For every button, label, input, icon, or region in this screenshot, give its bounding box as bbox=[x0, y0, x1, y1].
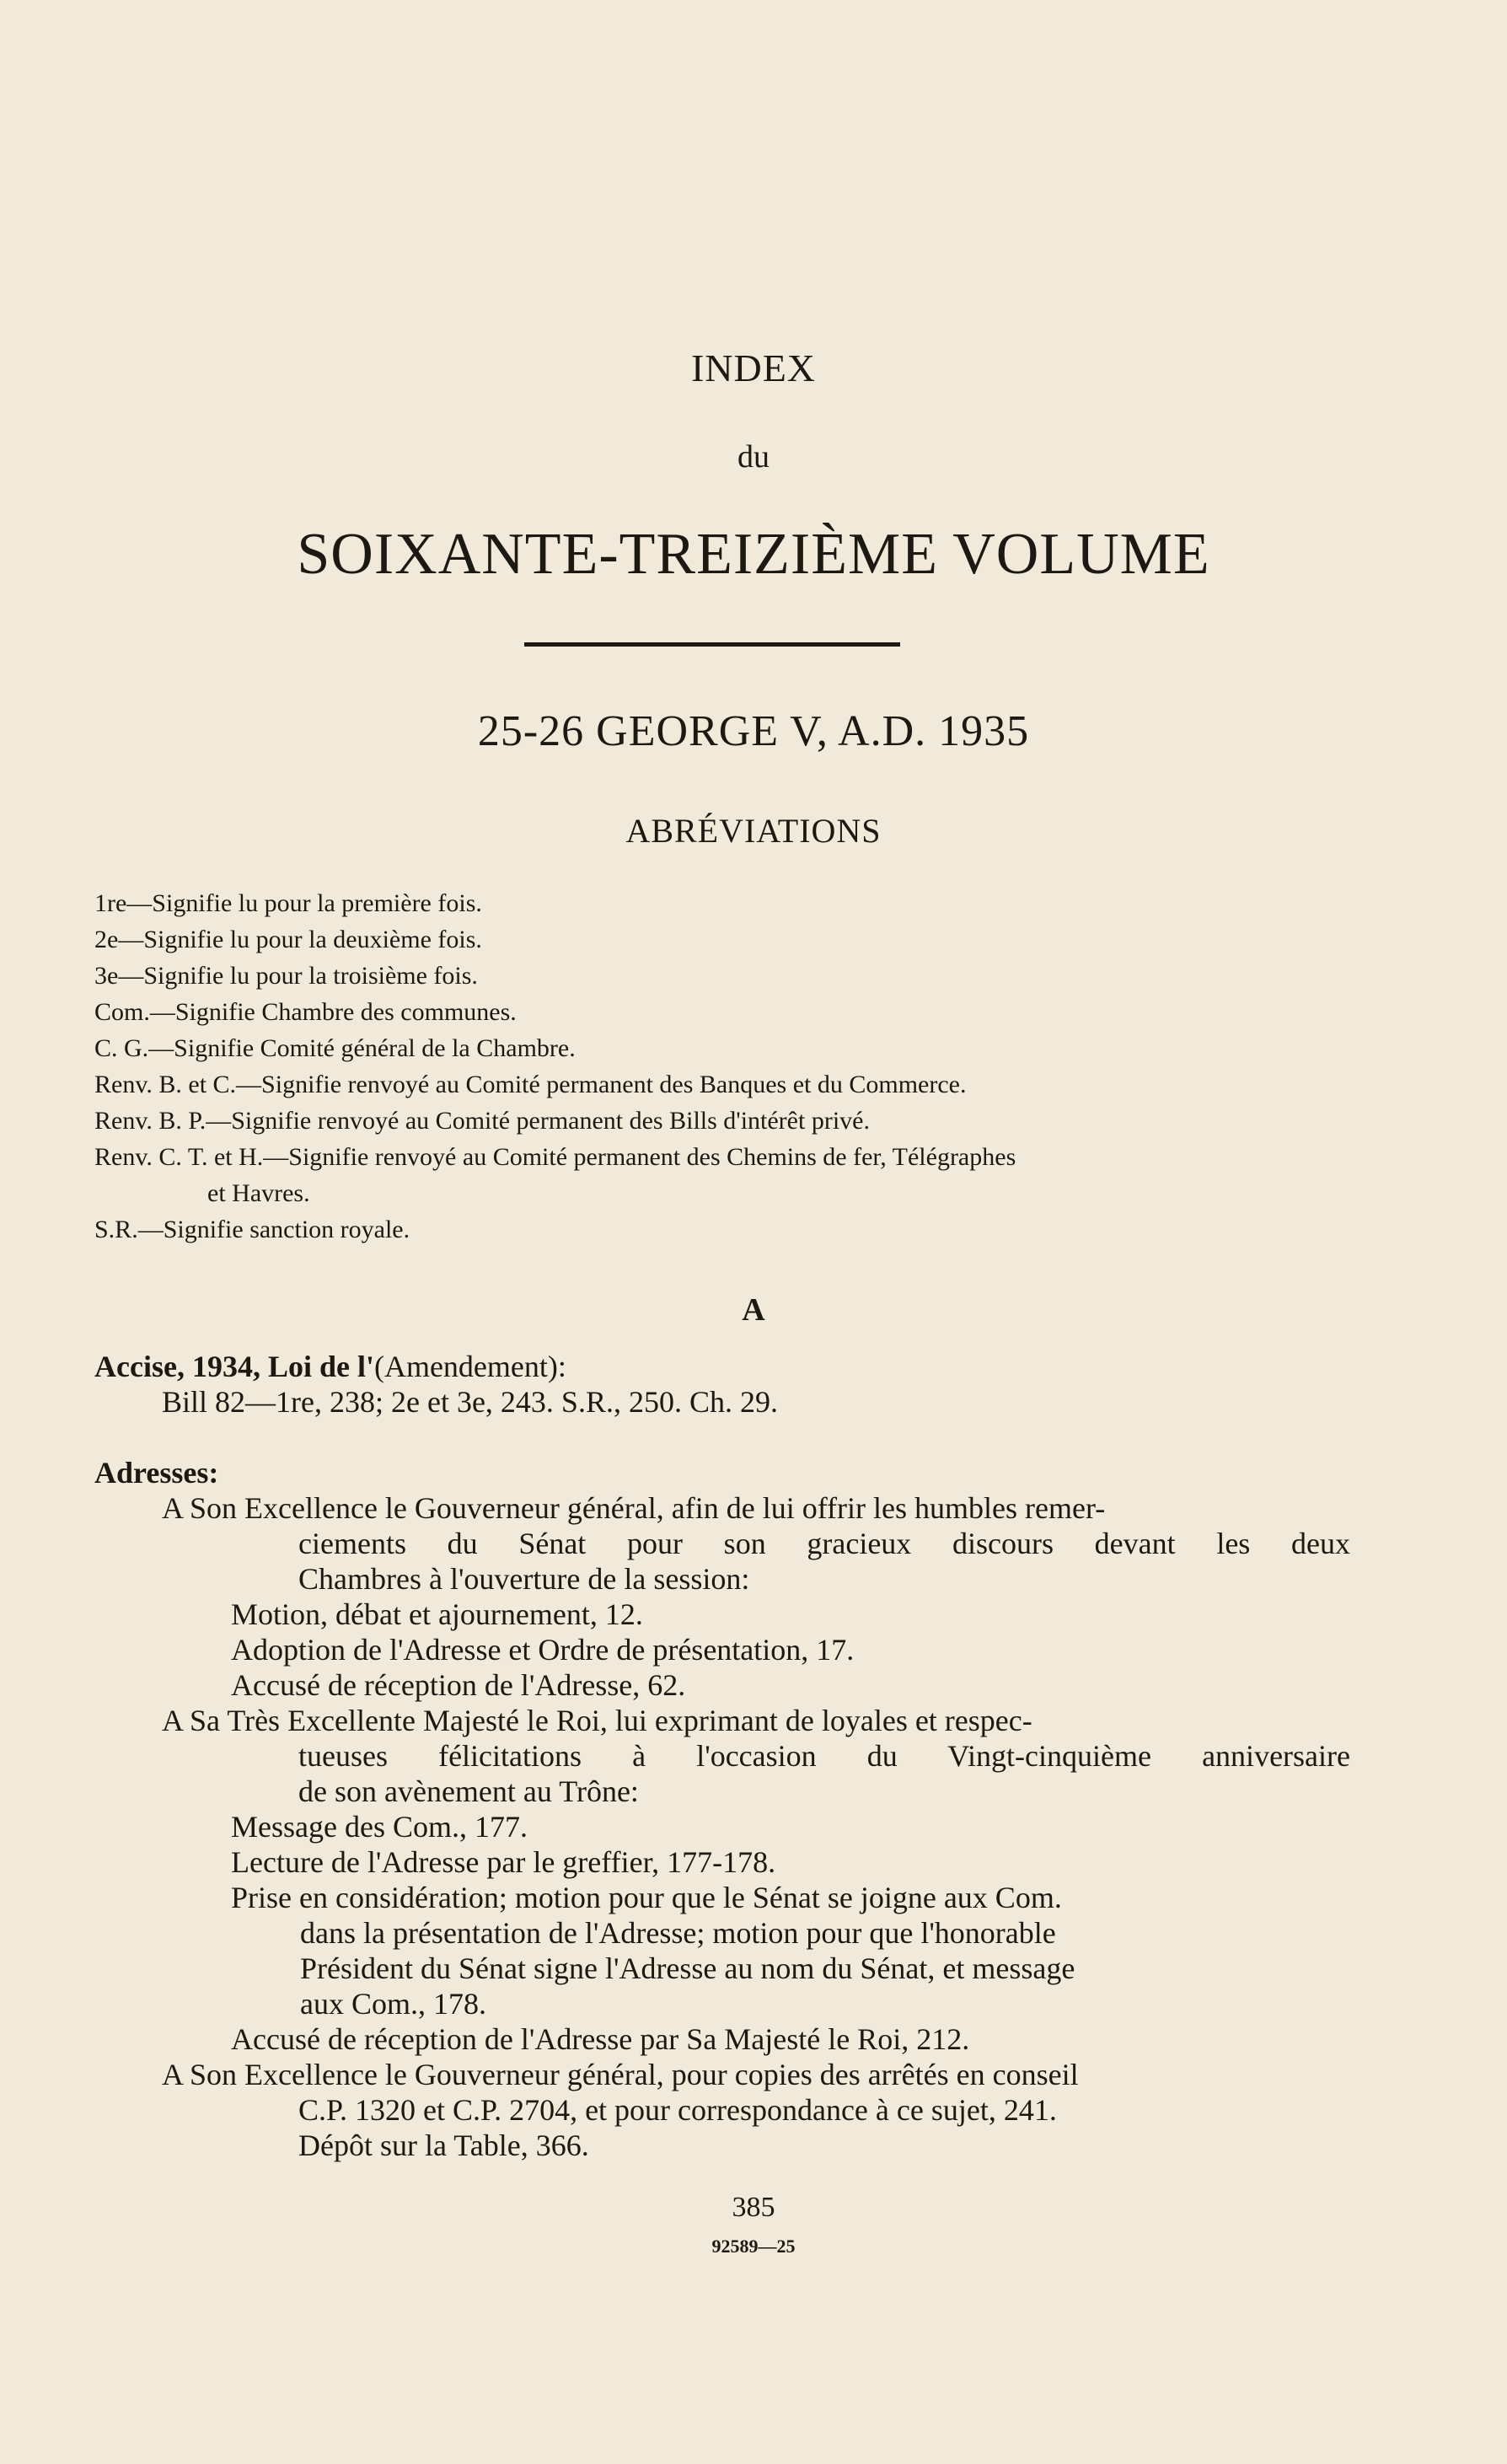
sub-entry-wrap-line: tueuses félicitations à l'occasion du Vingt-cinquième anniversaire bbox=[298, 1739, 1350, 1773]
abbreviations-title: ABRÉVIATIONS bbox=[625, 812, 882, 850]
sub-entry-first-line: A Son Excellence le Gouverneur général, afin de lui offrir les humbles remer- bbox=[162, 1491, 1106, 1525]
entry-heading-tail: (Amendement): bbox=[373, 1350, 566, 1383]
abbreviation-item: Renv. C. T. et H.—Signifie renvoyé au Comité permanent des Chemins de fer, Télégraphes bbox=[94, 1143, 1016, 1171]
sub-entry-wrap-line: ciements du Sénat pour son gracieux discours devant les deux bbox=[298, 1527, 1350, 1560]
abbreviations-list bbox=[94, 885, 1409, 1248]
sub-entry bbox=[94, 2057, 1350, 2163]
volume-title: SOIXANTE-TREIZIÈME VOLUME bbox=[297, 522, 1210, 587]
entry-heading-text: Accise, 1934, Loi de l' bbox=[94, 1350, 374, 1383]
sub-item: Adoption de l'Adresse et Ordre de présentation, 17. bbox=[231, 1633, 855, 1667]
sub-item: Motion, débat et ajournement, 12. bbox=[231, 1597, 643, 1631]
sub-item: Accusé de réception de l'Adresse par Sa Majesté le Roi, 212. bbox=[231, 2022, 970, 2056]
page-number: 385 bbox=[732, 2192, 775, 2223]
sub-item-wrap: dans la présentation de l'Adresse; motion pour que l'honorable bbox=[300, 1916, 1056, 1950]
abbreviation-item: Renv. B. P.—Signifie renvoyé au Comité permanent des Bills d'intérêt privé. bbox=[94, 1107, 870, 1135]
section-letter: A bbox=[742, 1292, 765, 1328]
sub-item: Prise en considération; motion pour que le Sénat se joigne aux Com. bbox=[231, 1881, 1062, 1914]
entry-heading-accise bbox=[94, 1349, 1350, 1384]
index-entries bbox=[94, 1349, 1350, 2163]
title-rule bbox=[524, 642, 900, 647]
sub-item-wrap: Président du Sénat signe l'Adresse au nom du Sénat, et message bbox=[300, 1951, 1075, 1985]
entry-line: Bill 82—1re, 238; 2e et 3e, 243. S.R., 250. Ch. 29. bbox=[162, 1385, 778, 1419]
sub-entry-first-line: A Sa Très Excellente Majesté le Roi, lui exprimant de loyales et respec- bbox=[162, 1704, 1032, 1737]
sub-entry-first-line: A Son Excellence le Gouverneur général, pour copies des arrêtés en conseil bbox=[162, 2058, 1079, 2091]
sub-item: Lecture de l'Adresse par le greffier, 177-178. bbox=[231, 1845, 776, 1879]
sub-item: Message des Com., 177. bbox=[231, 1810, 528, 1844]
abbreviation-item: C. G.—Signifie Comité général de la Chambre. bbox=[94, 1034, 576, 1062]
abbreviation-item: 3e—Signifie lu pour la troisième fois. bbox=[94, 962, 478, 990]
sub-item-wrap: aux Com., 178. bbox=[300, 1987, 486, 2021]
sub-entry-wrap-line: de son avènement au Trône: bbox=[298, 1774, 639, 1808]
sub-entry-wrap-line: Dépôt sur la Table, 366. bbox=[298, 2128, 589, 2162]
sub-entry bbox=[94, 1490, 1350, 1597]
du-subtitle: du bbox=[737, 439, 770, 475]
sub-entry-wrap-line: Chambres à l'ouverture de la session: bbox=[298, 1562, 750, 1596]
session-title: 25-26 GEORGE V, A.D. 1935 bbox=[477, 707, 1030, 755]
abbreviation-item: 2e—Signifie lu pour la deuxième fois. bbox=[94, 926, 482, 953]
abbreviation-continuation: et Havres. bbox=[207, 1179, 310, 1207]
abbreviation-item: Renv. B. et C.—Signifie renvoyé au Comité permanent des Banques et du Commerce. bbox=[94, 1071, 967, 1098]
sub-entry-wrap-line: C.P. 1320 et C.P. 2704, et pour correspondance à ce sujet, 241. bbox=[298, 2093, 1057, 2127]
print-code: 92589—25 bbox=[711, 2236, 796, 2257]
index-title: INDEX bbox=[690, 346, 817, 389]
sub-item: Accusé de réception de l'Adresse, 62. bbox=[231, 1668, 686, 1702]
entry-heading-adresses: Adresses: bbox=[94, 1456, 219, 1490]
abbreviation-item: 1re—Signifie lu pour la première fois. bbox=[94, 889, 482, 917]
abbreviation-item: Com.—Signifie Chambre des communes. bbox=[94, 998, 517, 1026]
sub-entry bbox=[94, 1703, 1350, 1809]
entry-gap bbox=[94, 1420, 1350, 1455]
abbreviation-item: S.R.—Signifie sanction royale. bbox=[94, 1216, 410, 1243]
